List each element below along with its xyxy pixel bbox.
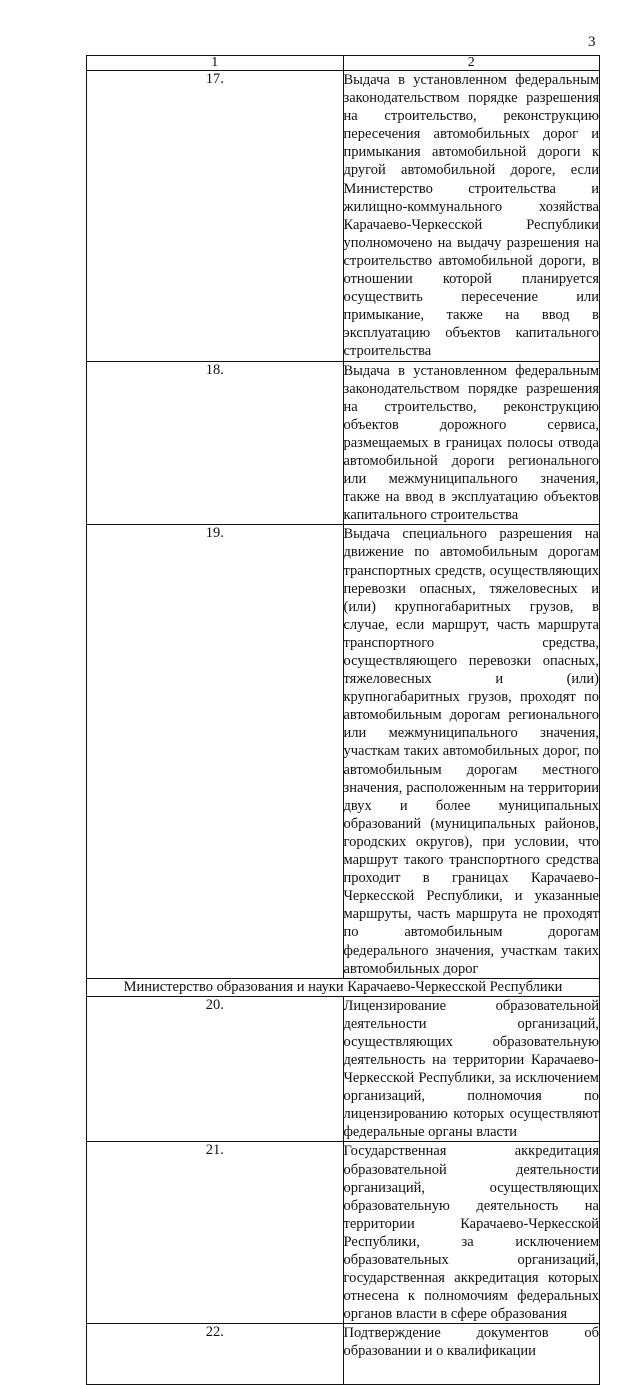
row-text: Государственная аккредитация образовательной деятельности организаций, осуществляющих образовательную деятельность на территории Карачаево-Черкесской Республики, за исключением образовательных организаций, государственная аккредитация которых отнесена к полномочиям федеральных органов власти в сфере образования xyxy=(343,1143,599,1323)
table-row xyxy=(87,525,600,978)
row-text: Лицензирование образовательной деятельности организаций, осуществляющих образовательную деятельность на территории Карачаево-Черкесской Республики, за исключением организаций, полномочия по лицензированию которых осуществляют федеральные органы власти xyxy=(343,997,599,1141)
section-title: Министерство образования и науки Карачаево-Черкесской Республики xyxy=(87,978,600,996)
row-number: 17. xyxy=(87,71,344,362)
table-row xyxy=(87,1142,600,1324)
header-col-1: 1 xyxy=(87,56,344,71)
page-number: 3 xyxy=(588,34,596,50)
table-row xyxy=(87,361,600,525)
row-number: 22. xyxy=(87,1324,344,1385)
row-number: 18. xyxy=(87,361,344,525)
table-row xyxy=(87,996,600,1142)
row-number: 20. xyxy=(87,996,344,1142)
row-text: Выдача в установленном федеральным законодательством порядке разрешения на строительство, реконструкцию объектов дорожного сервиса, размещаемых в границах полосы отвода автомобильной дороги регионального или межмуниципального значения, также на ввод в эксплуатацию объектов капитального строительства xyxy=(343,362,599,524)
authority-table xyxy=(86,55,600,1385)
row-number: 21. xyxy=(87,1142,344,1324)
row-text: Выдача в установленном федеральным законодательством порядке разрешения на строительство, реконструкцию пересечения автомобильных дорог и примыкания автомобильной дороги к другой автомобильной дороге, если Министерство строительства и жилищно-коммунального хозяйства Карачаево-Черкесской Республики уполномочено на выдачу разрешения на строительство автомобильной дороги, в отношении которой планируется осуществить пересечение или примыкание, также на ввод в эксплуатацию объектов капитального строительства xyxy=(343,72,599,360)
table-row xyxy=(87,71,600,362)
section-header-row xyxy=(87,978,600,996)
table-row xyxy=(87,1324,600,1385)
row-number: 19. xyxy=(87,525,344,978)
row-text: Выдача специального разрешения на движение по автомобильным дорогам транспортных средств, осуществляющих перевозки опасных, тяжеловесных и (или) крупногабаритных грузов, в случае, если маршрут, часть маршрута транспортного средства, осуществляющего перевозки опасных, тяжеловесных и (или) крупногабаритных грузов, проходят по автомобильным дорогам регионального или межмуниципального значения, участкам таких автомобильных дорог, по автомобильным дорогам местного значения, расположенным на территории двух и более муниципальных образований (муниципальных районов, городских округов), при условии, что маршрут такого транспортного средства проходит в границах Карачаево-Черкесской Республики, и указанные маршруты, часть маршрута не проходят по автомобильным дорогам федерального значения, участкам таких автомобильных дорог xyxy=(343,526,599,977)
row-text: Подтверждение документов об образовании и о квалификации xyxy=(343,1324,600,1385)
table-header-row xyxy=(87,56,600,71)
header-col-2: 2 xyxy=(343,56,600,71)
